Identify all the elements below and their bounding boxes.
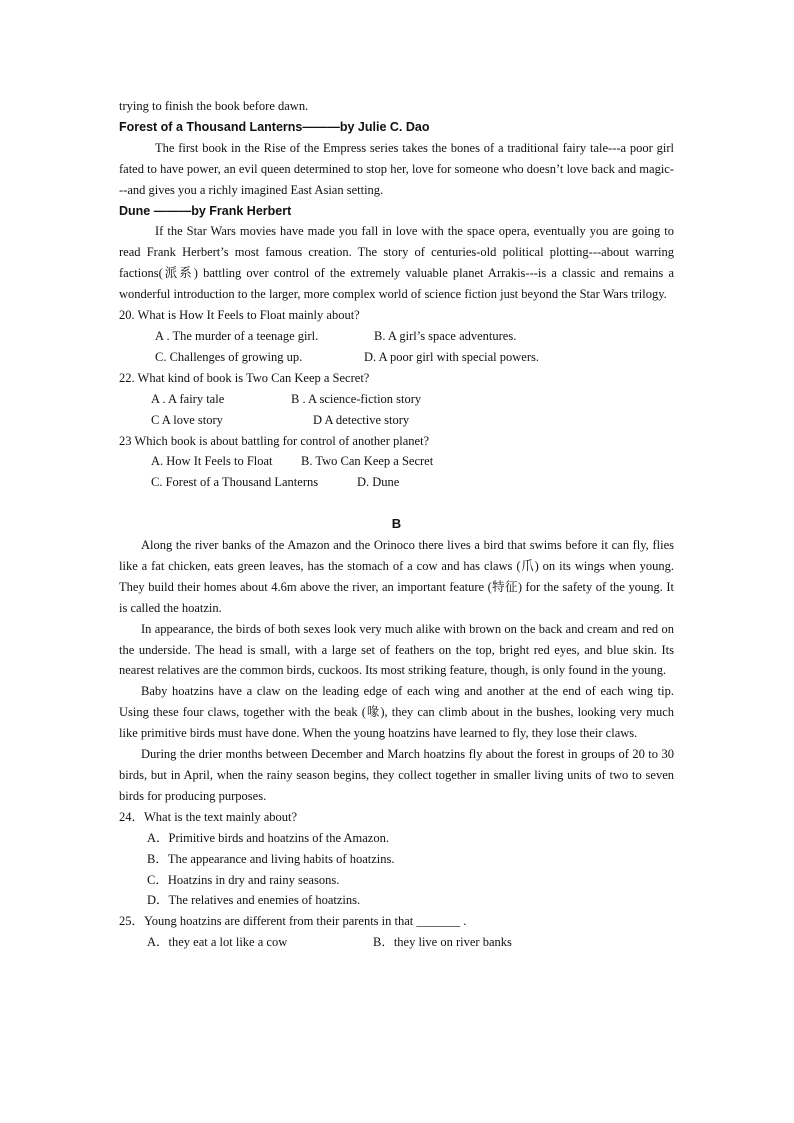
book-description-forest: The first book in the Rise of the Empress series takes the bones of a traditional fairy tale---a poor girl fated to have power, an evil queen determined to stop her, love for someone who doesn’t love back and magic---and gives you a richly imagined East Asian setting. [119,140,674,197]
book-description-dune: If the Star Wars movies have made you fall in love with the space opera, eventually you are going to read Frank Herbert’s most famous creation. The story of centuries-old political plotting---about warring factions(派系) battling over control of the extremely valuable planet Arrakis---is a classic and remains a wonderful introduction to the larger, more complex world of science fiction just beyond the Star Wars trilogy. [119,224,674,302]
question-24-option-c: C．Hoatzins in dry and rainy seasons. [147,872,340,887]
question-22-option-a: A . A fairy tale [151,391,225,406]
question-20-stem: 20. What is How It Feels to Float mainly about? [119,308,360,323]
question-22-options-row-1 [119,389,674,410]
question-20-option-c: C. Challenges of growing up. [155,349,303,364]
question-23-stem: 23 Which book is about battling for control of another planet? [119,433,430,448]
question-23-option-c: C. Forest of a Thousand Lanterns [151,475,319,490]
question-24-option-b: B．The appearance and living habits of hoatzins. [147,851,395,866]
book-heading-forest: Forest of a Thousand Lanterns———by Julie C. Dao [119,119,430,134]
question-20-option-b: B. A girl’s space adventures. [374,328,517,343]
question-25-options-row-1 [119,932,674,953]
section-spacer [119,493,674,514]
question-20-options-row-2 [119,347,674,368]
passage-b-paragraph-2: In appearance, the birds of both sexes look very much alike with brown on the back and cream and red on the underside. The head is small, with a large set of feathers on the top, bright red eyes, and blue skin. Its nearest relatives are the common birds, cuckoos. Its most striking feature, though, is only found in the young. [119,621,674,678]
question-24-option-d: D．The relatives and enemies of hoatzins. [147,893,361,908]
question-24-stem: 24．What is the text mainly about? [119,809,298,824]
question-23-option-b: B. Two Can Keep a Secret [301,454,434,469]
passage-b-paragraph-3: Baby hoatzins have a claw on the leading edge of each wing and another at the end of each wing tip. Using these four claws, together with the beak (喙), they can climb about in the bushes, looking very much like primitive birds must have done. When the young hoatzins have learned to fly, they lose their claws. [119,684,674,741]
question-22-option-c: C A love story [151,412,223,427]
page-content [119,96,674,953]
question-25-option-b: B．they live on river banks [373,935,512,950]
question-23-options-row-1 [119,451,674,472]
question-20-options-row-1 [119,326,674,347]
question-23-options-row-2 [119,472,674,493]
question-20-option-a: A . The murder of a teenage girl. [155,328,319,343]
question-22-option-d: D A detective story [313,412,410,427]
question-25-stem: 25．Young hoatzins are different from their parents in that _______ . [119,914,467,929]
question-22-options-row-2 [119,410,674,431]
question-22-option-b: B . A science-fiction story [291,391,422,406]
question-20-option-d: D. A poor girl with special powers. [364,349,539,364]
passage-b-paragraph-4: During the drier months between December and March hoatzins fly about the forest in groups of 20 to 30 birds, but in April, when the rainy season begins, they collect together in smaller living units of two to seven birds for producing purposes. [119,747,674,803]
question-23-option-d: D. Dune [357,475,400,490]
continuation-line: trying to finish the book before dawn. [119,99,309,113]
passage-b-paragraph-1: Along the river banks of the Amazon and the Orinoco there lives a bird that swims before it can fly, flies like a fat chicken, eats green leaves, has the stomach of a cow and has claws (爪) on its wings when young. They build their homes about 4.6m above the river, an important feature (特征) for the safety of the young. It is called the hoatzin. [119,538,674,615]
book-heading-dune: Dune ———by Frank Herbert [119,203,292,218]
section-b-title: B [391,516,402,532]
question-24-option-a: A．Primitive birds and hoatzins of the Amazon. [147,830,389,845]
question-22-stem: 22. What kind of book is Two Can Keep a Secret? [119,370,370,385]
question-25-option-a: A．they eat a lot like a cow [147,935,288,950]
question-23-option-a: A. How It Feels to Float [151,454,273,469]
